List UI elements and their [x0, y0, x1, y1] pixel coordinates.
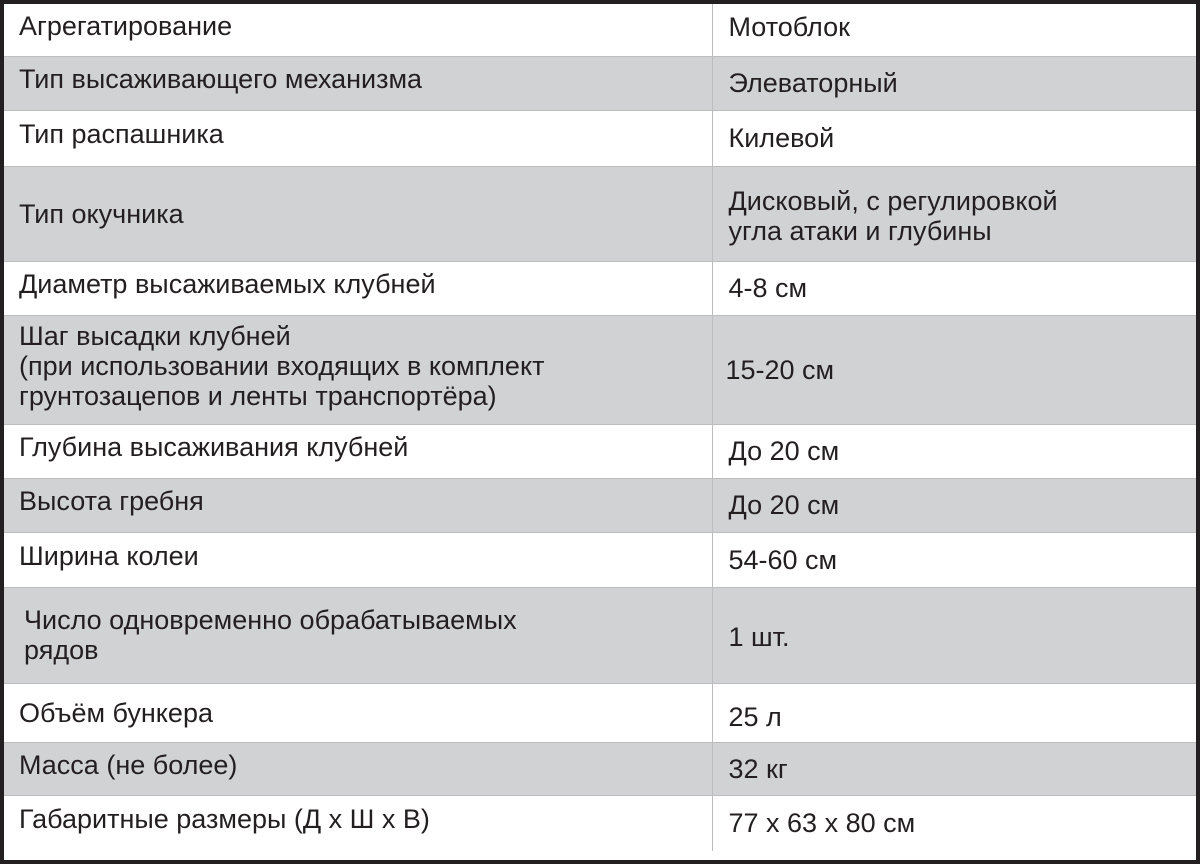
param-cell — [4, 110, 712, 166]
table-row — [4, 532, 1196, 587]
table-row — [4, 795, 1196, 851]
value-label: 1 шт. — [728, 622, 790, 652]
spec-table — [4, 4, 1196, 851]
value-cell — [712, 315, 1196, 424]
value-cell — [712, 424, 1196, 478]
param-label: Глубина высаживания клубней — [19, 432, 409, 462]
param-label: Масса (не более) — [19, 749, 238, 780]
table-row — [4, 315, 1196, 424]
value-cell — [712, 795, 1196, 851]
param-cell — [4, 315, 712, 424]
param-label: Высота гребня — [19, 486, 204, 516]
table-row — [4, 478, 1196, 532]
table-row — [4, 56, 1196, 110]
table-row — [4, 424, 1196, 478]
table-row — [4, 110, 1196, 166]
value-cell — [712, 532, 1196, 587]
table-row — [4, 683, 1196, 742]
value-label: 77 х 63 х 80 см — [728, 808, 916, 839]
value-cell — [712, 4, 1196, 56]
param-label: Число одновременно обрабатываемых рядов — [24, 605, 517, 665]
param-cell — [4, 424, 712, 478]
param-cell — [4, 166, 712, 261]
value-cell — [712, 683, 1196, 742]
param-cell — [4, 56, 712, 110]
value-label: 25 л — [728, 701, 782, 732]
value-label: До 20 см — [728, 436, 840, 466]
param-label: Диаметр высаживаемых клубней — [19, 269, 436, 299]
param-cell — [4, 742, 712, 795]
param-cell — [4, 261, 712, 315]
param-label: Тип распашника — [19, 119, 224, 149]
table-row — [4, 587, 1196, 683]
value-label: 54-60 см — [728, 544, 838, 575]
value-label: Элеваторный — [728, 68, 898, 98]
table-row — [4, 261, 1196, 315]
value-label: 15-20 см — [725, 354, 835, 385]
param-cell — [4, 683, 712, 742]
param-label: Агрегатирование — [19, 10, 233, 41]
value-label: До 20 см — [728, 490, 840, 520]
value-cell — [712, 587, 1196, 683]
param-cell — [4, 4, 712, 56]
value-label: Мотоблок — [728, 12, 850, 43]
table-row — [4, 166, 1196, 261]
param-label: Объём бункера — [19, 697, 213, 728]
param-label: Габаритные размеры (Д х Ш х В) — [19, 804, 430, 835]
param-cell — [4, 795, 712, 851]
table-row — [4, 4, 1196, 56]
value-cell — [712, 742, 1196, 795]
value-label: 4-8 см — [728, 273, 808, 303]
value-cell — [712, 56, 1196, 110]
value-label: Дисковый, с регулировкой угла атаки и глубины — [728, 186, 1058, 246]
value-label: 32 кг — [728, 753, 788, 784]
param-cell — [4, 587, 712, 683]
param-label: Тип окучника — [19, 198, 184, 229]
param-label: Тип высаживающего механизма — [19, 63, 423, 94]
value-cell — [712, 478, 1196, 532]
value-label: Килевой — [728, 123, 835, 153]
param-cell — [4, 478, 712, 532]
param-cell — [4, 532, 712, 587]
param-label: Шаг высадки клубней (при использовании входящих в комплект грунтозацепов и ленты транспортёра) — [19, 320, 545, 411]
value-cell — [712, 110, 1196, 166]
value-cell — [712, 261, 1196, 315]
param-label: Ширина колеи — [19, 540, 199, 571]
value-cell — [712, 166, 1196, 261]
table-row — [4, 742, 1196, 795]
